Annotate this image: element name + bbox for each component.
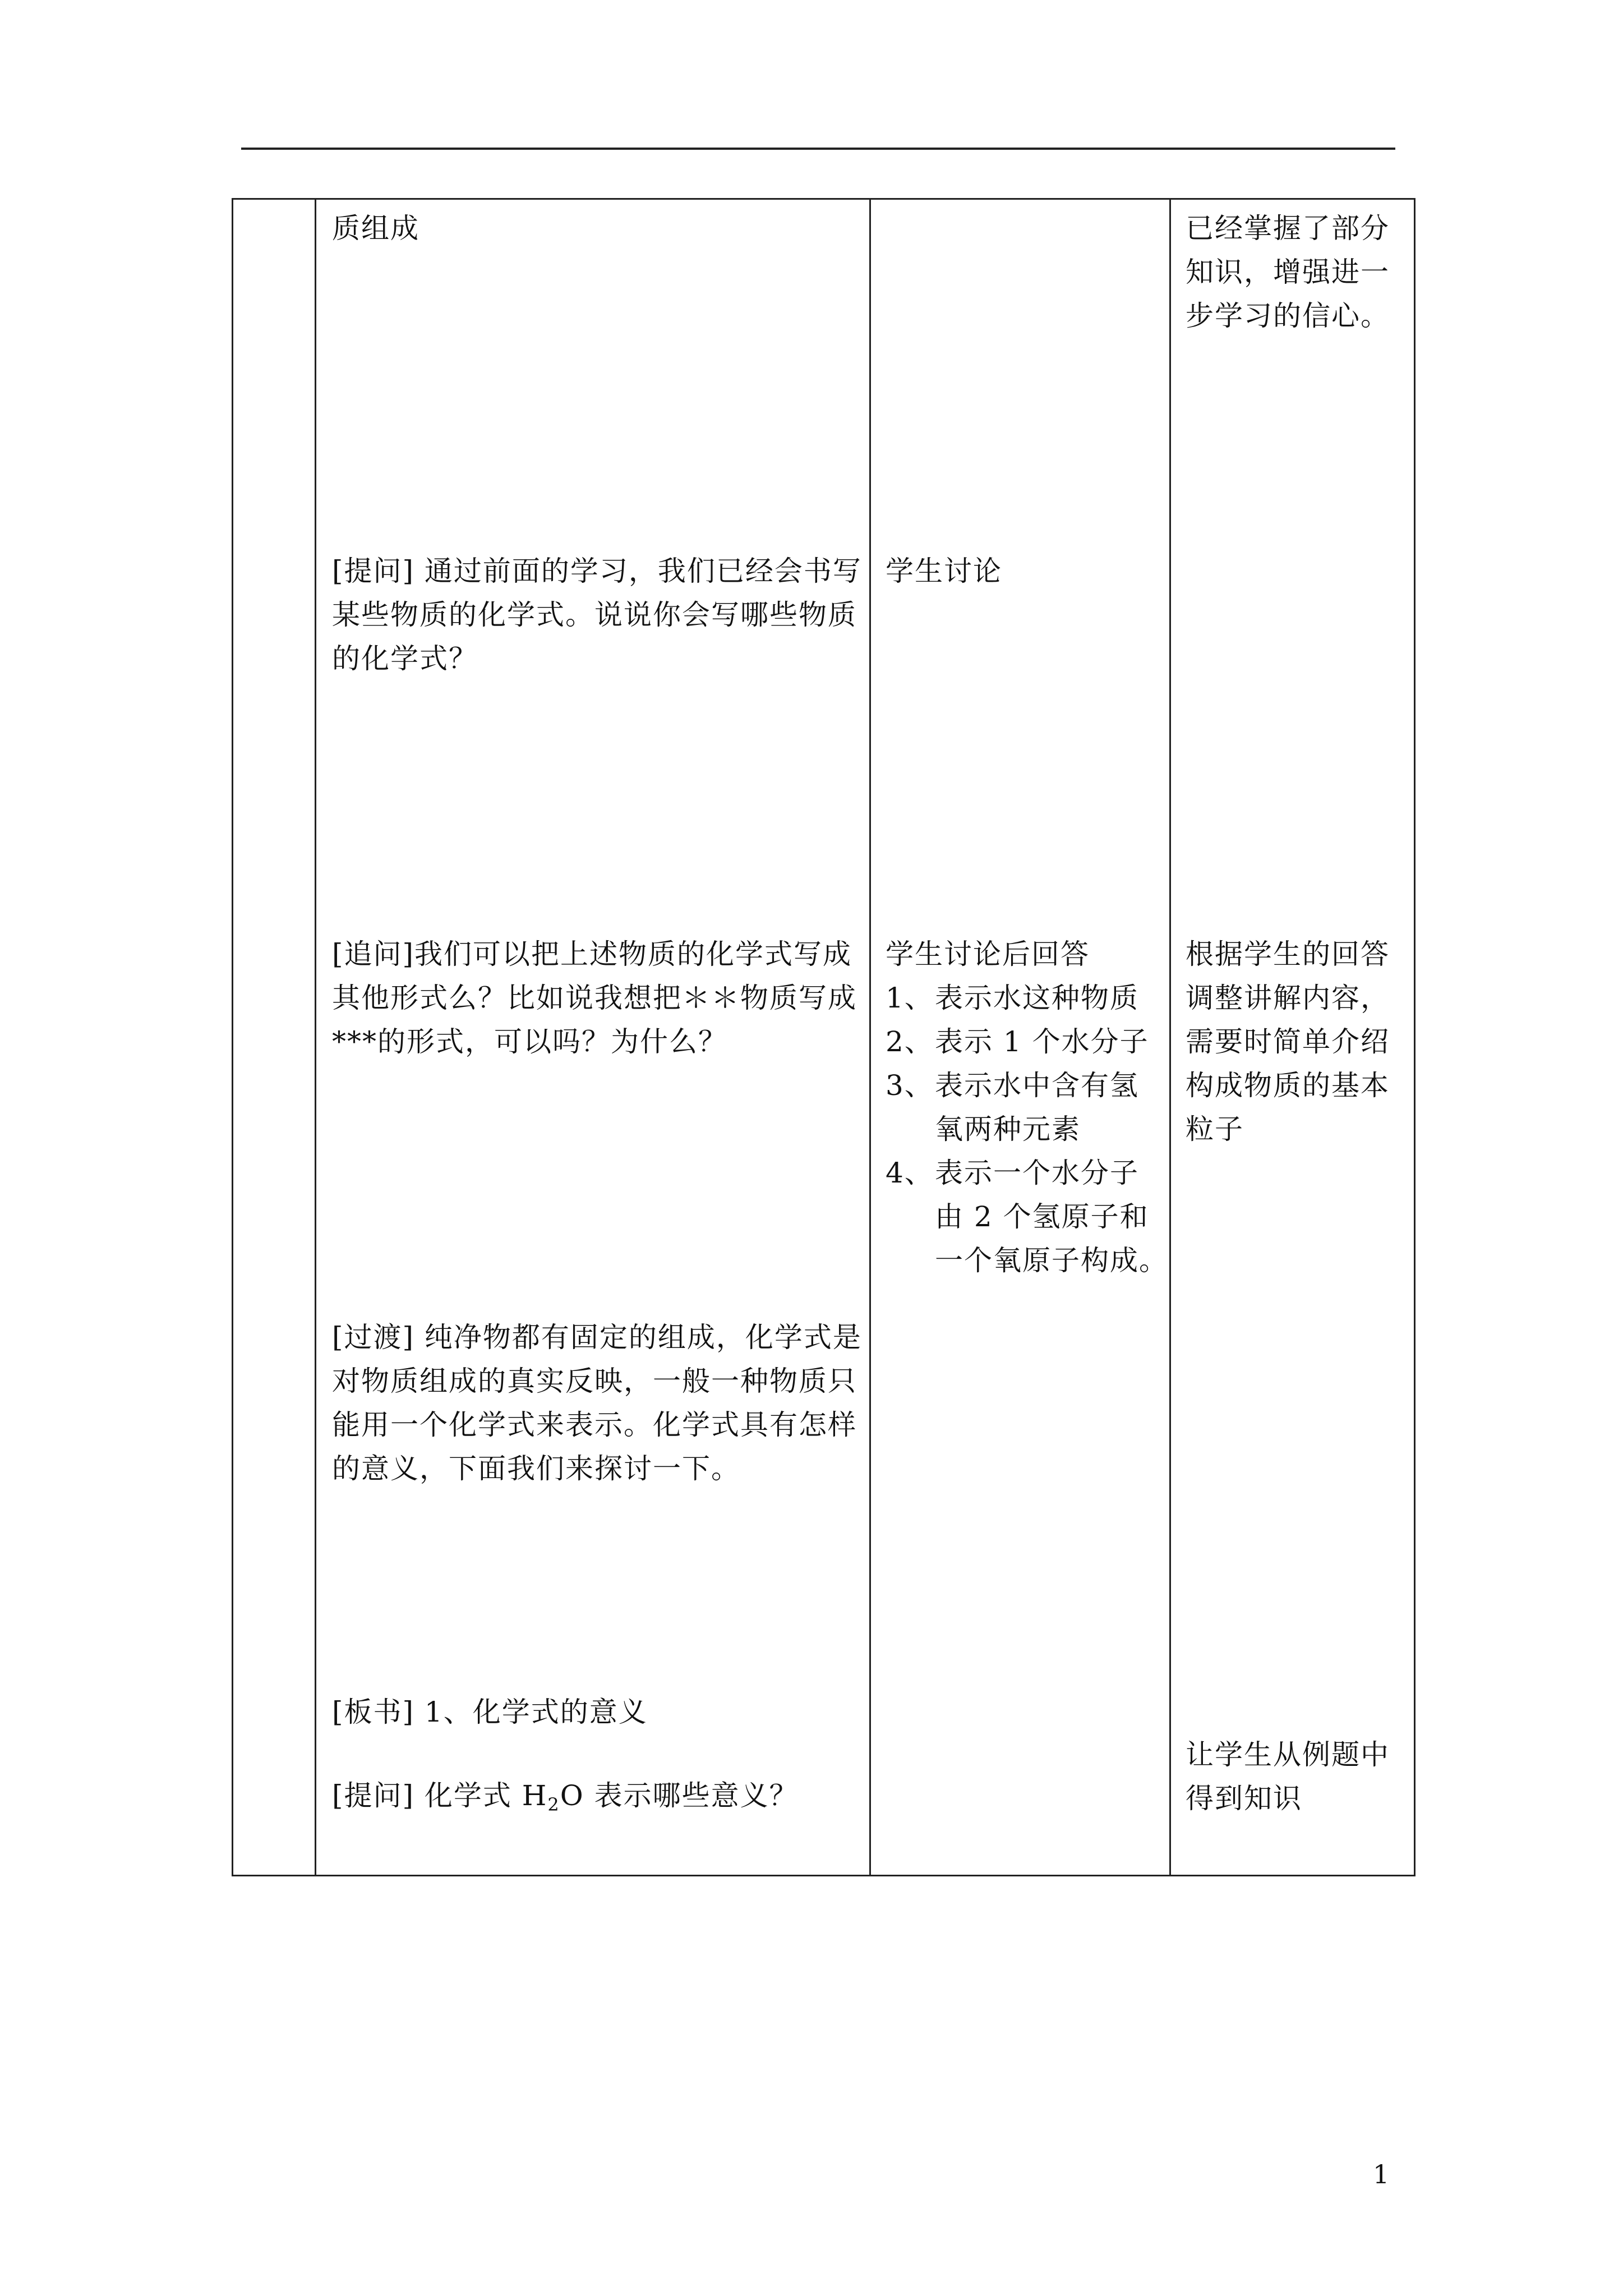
- teacher-question-1: [提问] 通过前面的学习，我们已经会书写 某些物质的化学式。说说你会写哪些物质 的化学式？: [332, 555, 862, 675]
- page-number: 1: [1373, 2159, 1390, 2189]
- list-item-continuation: 一个氧原子构成。: [935, 1244, 1168, 1277]
- list-item: 3、表示水中含有氢: [886, 1069, 1139, 1102]
- design-intent-cell: [1170, 199, 1415, 1876]
- stage-column-cell: [233, 199, 316, 1876]
- list-item: 4、表示一个水分子: [886, 1157, 1139, 1189]
- teacher-row1-text: 质组成: [332, 212, 419, 245]
- teacher-board-writing: [板书] 1、化学式的意义: [332, 1696, 648, 1728]
- question2-text-before: [提问] 化学式 H: [332, 1779, 548, 1812]
- student-answers: [886, 932, 1168, 1282]
- list-item-continuation: 由 2 个氢原子和: [935, 1200, 1149, 1233]
- teacher-followup-question: [追问]我们可以把上述物质的化学式写成 其他形式么？比如说我想把＊＊物质写成 ***的形式，可以吗？为什么？: [332, 938, 857, 1058]
- student-activity-cell: [870, 199, 1170, 1876]
- list-item: 2、表示 1 个水分子: [886, 1025, 1149, 1058]
- lesson-plan-table: [232, 198, 1415, 1876]
- student-discussion: 学生讨论: [886, 555, 1002, 587]
- question2-text-after: O 表示哪些意义？: [560, 1779, 799, 1812]
- list-item-continuation: 氧两种元素: [935, 1113, 1081, 1145]
- note-confidence: 已经掌握了部分 知识，增强进一 步学习的信心。: [1186, 212, 1390, 332]
- list-item: 1、表示水这种物质: [886, 982, 1139, 1014]
- answer-title: 学生讨论后回答: [886, 938, 1090, 970]
- teacher-activity-cell: [316, 199, 870, 1876]
- header-rule: [241, 148, 1395, 150]
- subscript-2: 2: [547, 1794, 560, 1815]
- teacher-question-2: [332, 1774, 870, 1826]
- table-row: [233, 199, 1415, 1876]
- teacher-transition: [过渡] 纯净物都有固定的组成，化学式是 对物质组成的真实反映，一般一种物质只 能用一个化学式来表示。化学式具有怎样 的意义，下面我们来探讨一下。: [332, 1321, 862, 1485]
- note-learn-from-examples: 让学生从例题中 得到知识: [1186, 1738, 1390, 1815]
- note-adjust-teaching: 根据学生的回答 调整讲解内容， 需要时简单介绍 构成物质的基本 粒子: [1186, 938, 1390, 1145]
